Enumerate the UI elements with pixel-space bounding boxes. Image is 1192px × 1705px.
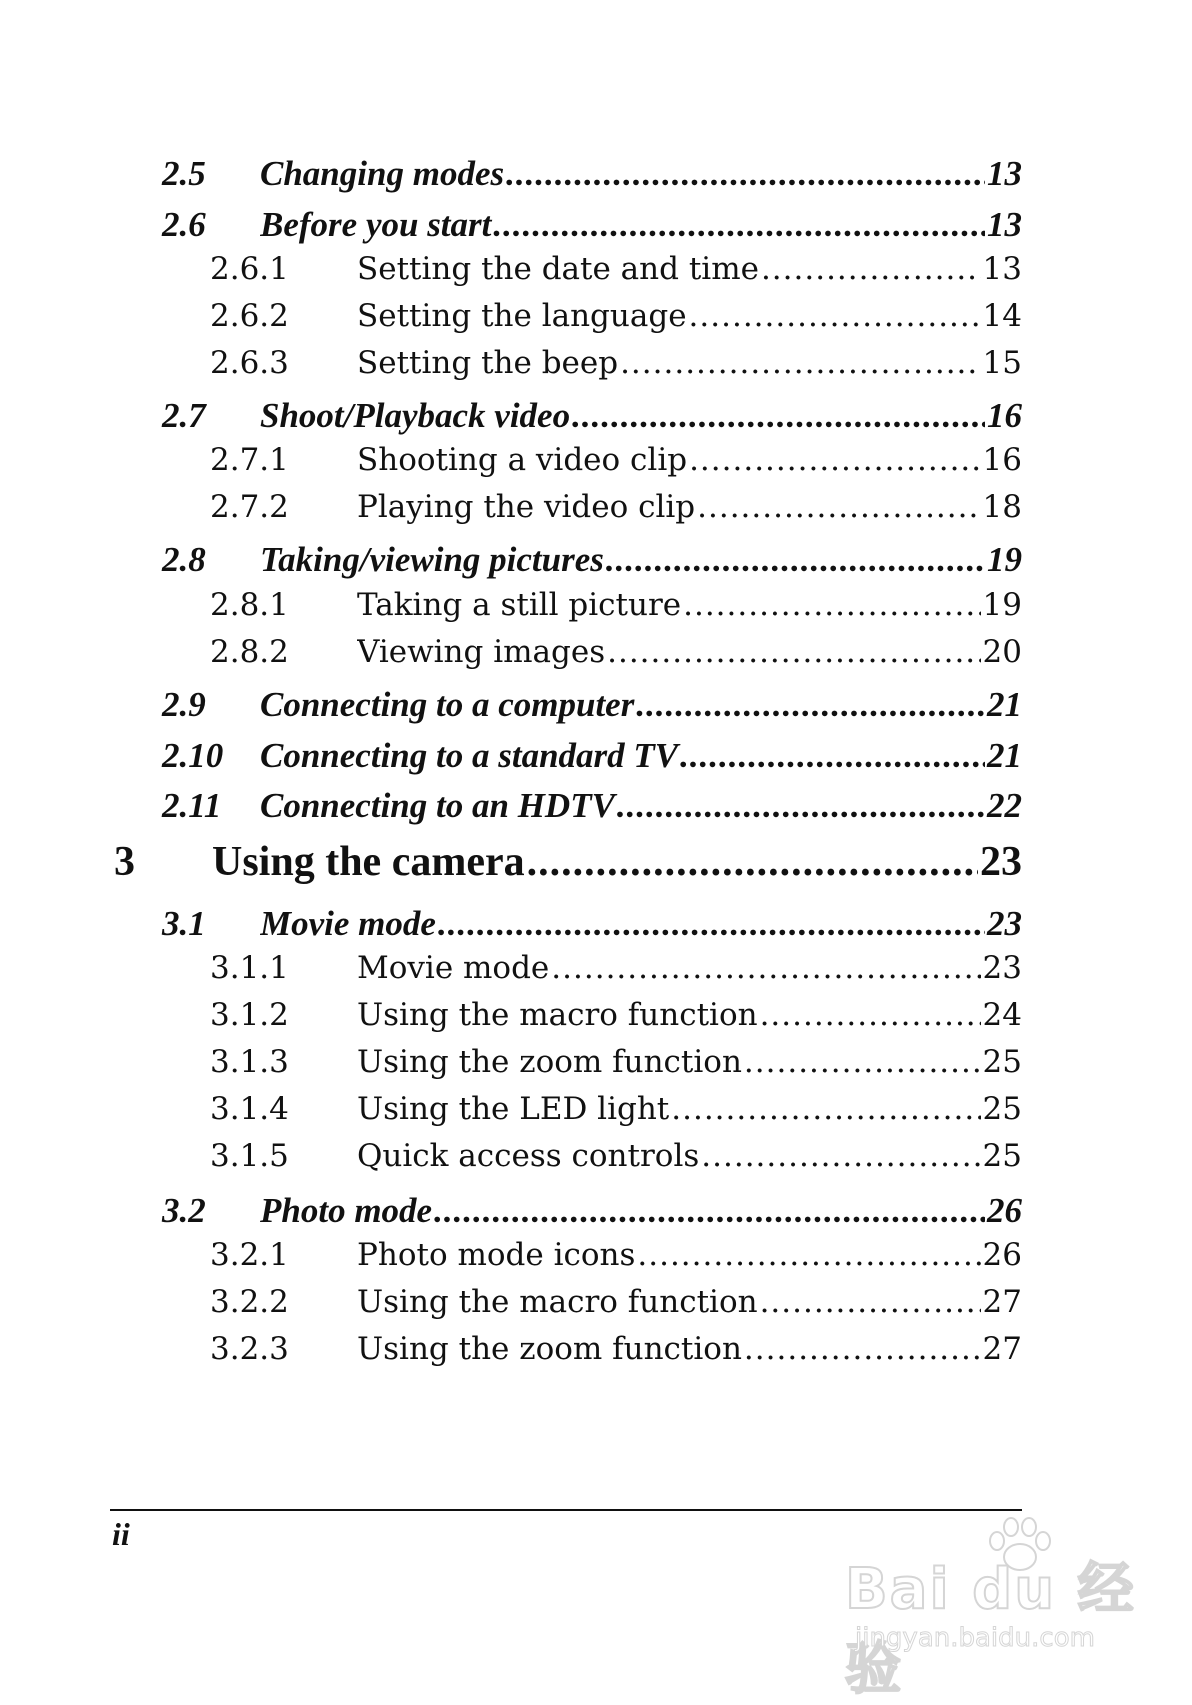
dot-leader bbox=[744, 1044, 981, 1080]
dot-leader bbox=[551, 950, 980, 986]
dot-leader bbox=[438, 904, 985, 944]
toc-entry[interactable] bbox=[0, 587, 1192, 631]
toc-page-number: 13 bbox=[987, 154, 1022, 193]
dot-leader bbox=[689, 442, 980, 478]
toc-title-line bbox=[260, 396, 1022, 436]
toc-page-number: 25 bbox=[982, 1044, 1022, 1080]
toc-entry[interactable] bbox=[0, 1331, 1192, 1375]
toc-number: 2.6.1 bbox=[210, 251, 289, 287]
toc-entry[interactable] bbox=[0, 736, 1192, 780]
toc-page-number: 23 bbox=[982, 950, 1022, 986]
toc-entry[interactable] bbox=[0, 685, 1192, 729]
toc-number: 2.8.2 bbox=[210, 634, 289, 670]
toc-title: Taking a still picture bbox=[357, 587, 682, 623]
toc-title-line bbox=[260, 540, 1022, 580]
toc-page-number: 21 bbox=[987, 685, 1022, 724]
toc-title-line bbox=[357, 1044, 1022, 1080]
toc-title: Connecting to an HDTV bbox=[260, 786, 615, 825]
toc-title: Connecting to a computer bbox=[260, 685, 635, 724]
toc-title-line bbox=[357, 1091, 1022, 1127]
toc-title: Setting the date and time bbox=[357, 251, 759, 287]
dot-leader bbox=[761, 251, 981, 287]
toc-page-number: 26 bbox=[987, 1191, 1022, 1230]
toc-entry[interactable] bbox=[0, 298, 1192, 342]
toc-title-line bbox=[260, 205, 1022, 245]
toc-title: Using the zoom function bbox=[357, 1044, 742, 1080]
toc-title-line bbox=[357, 442, 1022, 478]
toc-page-number: 14 bbox=[982, 298, 1022, 334]
dot-leader bbox=[493, 205, 985, 245]
toc-page-number: 16 bbox=[982, 442, 1022, 478]
toc-title-line bbox=[357, 345, 1022, 381]
toc-title-line bbox=[357, 489, 1022, 525]
toc-number: 3.2.1 bbox=[210, 1237, 289, 1273]
toc-title: Connecting to a standard TV bbox=[260, 736, 679, 775]
toc-title-line bbox=[260, 685, 1022, 725]
toc-number: 2.7.2 bbox=[210, 489, 289, 525]
toc-number: 3 bbox=[114, 839, 135, 885]
toc-number: 2.6.2 bbox=[210, 298, 289, 334]
toc-title-line bbox=[357, 587, 1022, 623]
dot-leader bbox=[671, 1091, 980, 1127]
toc-entry[interactable] bbox=[0, 904, 1192, 948]
toc-entry[interactable] bbox=[0, 1044, 1192, 1088]
toc-entry[interactable] bbox=[0, 1191, 1192, 1235]
dot-leader bbox=[620, 345, 980, 381]
toc-title: Taking/viewing pictures bbox=[260, 540, 604, 579]
toc-page-number: 24 bbox=[982, 997, 1022, 1033]
toc-title-line bbox=[357, 1138, 1022, 1174]
footer-page-number: ii bbox=[112, 1516, 130, 1552]
toc-title: Quick access controls bbox=[357, 1138, 700, 1174]
toc-page-number: 18 bbox=[982, 489, 1022, 525]
toc-number: 2.11 bbox=[162, 786, 222, 825]
footer-rule bbox=[110, 1509, 1022, 1511]
toc-title-line bbox=[260, 786, 1022, 826]
toc-title-line bbox=[260, 904, 1022, 944]
toc-page-number: 13 bbox=[987, 205, 1022, 244]
toc-entry[interactable] bbox=[0, 838, 1192, 890]
toc-page-number: 26 bbox=[982, 1237, 1022, 1273]
toc-title: Setting the language bbox=[357, 298, 687, 334]
toc-entry[interactable] bbox=[0, 396, 1192, 440]
toc-number: 2.7 bbox=[162, 396, 206, 435]
toc-number: 3.2 bbox=[162, 1191, 206, 1230]
toc-title: Using the zoom function bbox=[357, 1331, 742, 1367]
dot-leader bbox=[701, 1138, 980, 1174]
baidu-watermark bbox=[845, 1515, 1145, 1702]
toc-entry[interactable] bbox=[0, 489, 1192, 533]
dot-leader bbox=[689, 298, 981, 334]
toc-entry[interactable] bbox=[0, 1284, 1192, 1328]
toc-number: 3.1.5 bbox=[210, 1138, 289, 1174]
toc-page-number: 16 bbox=[987, 396, 1022, 435]
toc-number: 3.1 bbox=[162, 904, 206, 943]
toc-title-line bbox=[357, 997, 1022, 1033]
toc-entry[interactable] bbox=[0, 950, 1192, 994]
toc-number: 3.1.3 bbox=[210, 1044, 289, 1080]
toc-title: Viewing images bbox=[357, 634, 606, 670]
toc-title: Setting the beep bbox=[357, 345, 619, 381]
toc-entry[interactable] bbox=[0, 1237, 1192, 1281]
toc-number: 2.8.1 bbox=[210, 587, 289, 623]
toc-number: 2.6.3 bbox=[210, 345, 289, 381]
toc-entry[interactable] bbox=[0, 540, 1192, 584]
toc-page-number: 27 bbox=[982, 1284, 1022, 1320]
toc-page-number: 25 bbox=[982, 1138, 1022, 1174]
toc-title: Photo mode icons bbox=[357, 1237, 636, 1273]
toc-title-line bbox=[260, 154, 1022, 194]
toc-title: Using the camera bbox=[212, 839, 525, 885]
toc-entry[interactable] bbox=[0, 251, 1192, 295]
dot-leader bbox=[606, 540, 985, 580]
toc-title: Photo mode bbox=[260, 1191, 433, 1230]
toc-entry[interactable] bbox=[0, 1091, 1192, 1135]
toc-title: Shooting a video clip bbox=[357, 442, 688, 478]
toc-page-number: 20 bbox=[982, 634, 1022, 670]
toc-title-line bbox=[357, 1331, 1022, 1367]
toc-title-line bbox=[357, 634, 1022, 670]
toc-title-line bbox=[357, 950, 1022, 986]
toc-number: 3.1.2 bbox=[210, 997, 289, 1033]
toc-page-number: 13 bbox=[982, 251, 1022, 287]
dot-leader bbox=[760, 997, 981, 1033]
toc-title: Using the LED light bbox=[357, 1091, 670, 1127]
toc-title: Movie mode bbox=[260, 904, 436, 943]
toc-entry[interactable] bbox=[0, 634, 1192, 678]
dot-leader bbox=[527, 838, 978, 886]
toc-number: 2.10 bbox=[162, 736, 224, 775]
toc-entry[interactable] bbox=[0, 1138, 1192, 1182]
toc-page-number: 25 bbox=[982, 1091, 1022, 1127]
toc-entry[interactable] bbox=[0, 154, 1192, 198]
toc-number: 2.8 bbox=[162, 540, 206, 579]
toc-title-line bbox=[357, 1284, 1022, 1320]
toc-title: Using the macro function bbox=[357, 1284, 758, 1320]
toc-title: Shoot/Playback video bbox=[260, 396, 571, 435]
toc-entry[interactable] bbox=[0, 786, 1192, 830]
toc-title: Movie mode bbox=[357, 950, 550, 986]
toc-number: 3.2.3 bbox=[210, 1331, 289, 1367]
dot-leader bbox=[637, 1237, 980, 1273]
dot-leader bbox=[434, 1191, 985, 1231]
toc-title-line bbox=[212, 838, 1022, 886]
dot-leader bbox=[636, 685, 985, 725]
dot-leader bbox=[680, 736, 985, 776]
toc-title-line bbox=[357, 298, 1022, 334]
toc-title: Using the macro function bbox=[357, 997, 758, 1033]
dot-leader bbox=[506, 154, 985, 194]
watermark-url: jingyan.baidu.com bbox=[855, 1623, 1095, 1653]
toc-title-line bbox=[357, 251, 1022, 287]
watermark-logo: Bai du 经验 bbox=[845, 1557, 1136, 1702]
dot-leader bbox=[572, 396, 985, 436]
toc-number: 3.1.4 bbox=[210, 1091, 289, 1127]
dot-leader bbox=[760, 1284, 981, 1320]
toc-title-line bbox=[260, 1191, 1022, 1231]
toc-number: 3.1.1 bbox=[210, 950, 289, 986]
toc-page-number: 19 bbox=[987, 540, 1022, 579]
toc-title: Playing the video clip bbox=[357, 489, 696, 525]
toc-number: 2.6 bbox=[162, 205, 206, 244]
toc-number: 2.5 bbox=[162, 154, 206, 193]
toc-page-number: 19 bbox=[982, 587, 1022, 623]
toc-entry[interactable] bbox=[0, 997, 1192, 1041]
toc-page-number: 23 bbox=[980, 839, 1022, 885]
toc-page-number: 21 bbox=[987, 736, 1022, 775]
dot-leader bbox=[683, 587, 980, 623]
toc-page-number: 23 bbox=[987, 904, 1022, 943]
toc-number: 2.7.1 bbox=[210, 442, 289, 478]
toc-entry[interactable] bbox=[0, 345, 1192, 389]
toc-page-number: 15 bbox=[982, 345, 1022, 381]
toc-page-number: 27 bbox=[982, 1331, 1022, 1367]
toc-title-line bbox=[357, 1237, 1022, 1273]
toc-entry[interactable] bbox=[0, 205, 1192, 249]
dot-leader bbox=[744, 1331, 981, 1367]
toc-page-number: 22 bbox=[987, 786, 1022, 825]
dot-leader bbox=[607, 634, 980, 670]
toc-entry[interactable] bbox=[0, 442, 1192, 486]
dot-leader bbox=[697, 489, 980, 525]
toc-title-line bbox=[260, 736, 1022, 776]
toc-number: 2.9 bbox=[162, 685, 206, 724]
toc-title: Changing modes bbox=[260, 154, 505, 193]
toc-number: 3.2.2 bbox=[210, 1284, 289, 1320]
toc-title: Before you start bbox=[260, 205, 492, 244]
dot-leader bbox=[617, 786, 985, 826]
